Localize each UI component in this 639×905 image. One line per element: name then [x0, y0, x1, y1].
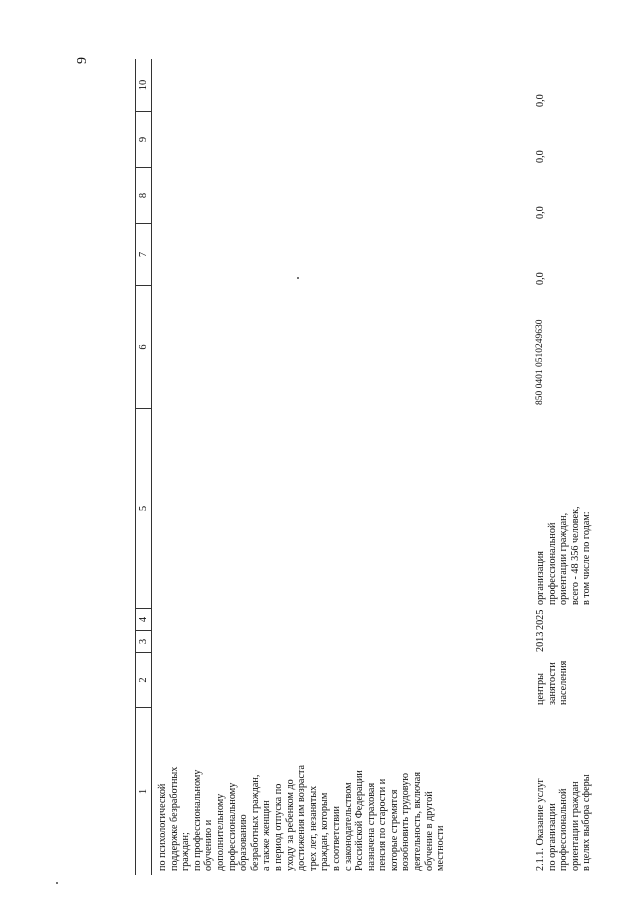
- text-line: профессиональному: [226, 782, 238, 871]
- text-line: дополнительному: [214, 793, 226, 871]
- text-line: местности: [435, 825, 447, 871]
- text-line: достижения им возраста: [296, 764, 308, 871]
- text-line: деятельность, включая: [412, 771, 424, 871]
- row-2-1-1-col4-end-year: 2025: [535, 609, 546, 630]
- text-line: в период отпуска по: [272, 783, 284, 871]
- header-col-7: 7: [136, 223, 151, 285]
- page-number: 9: [75, 57, 90, 64]
- prev-row-col1-text: [157, 709, 447, 871]
- row-2-1-1-col1-text: [535, 709, 593, 871]
- text-line: по организации: [546, 803, 558, 871]
- text-line: всего - 48 356 человек,: [569, 506, 581, 605]
- text-line: центры: [535, 673, 546, 705]
- text-line: граждан, которым: [319, 792, 331, 871]
- row-2-1-1-col9-value: 0,0: [535, 150, 546, 163]
- header-col-10: 10: [138, 79, 149, 91]
- scan-speck: [297, 277, 299, 279]
- text-line: граждан;: [180, 832, 192, 871]
- scan-speck: [56, 882, 58, 884]
- text-line: населения: [558, 660, 570, 705]
- text-line: возобновить трудовую: [400, 773, 412, 871]
- text-line: по психологической: [157, 783, 168, 871]
- header-col-6: 6: [136, 285, 151, 408]
- header-col-4: 4: [136, 608, 151, 630]
- text-line: в том числе по годам:: [581, 511, 593, 605]
- text-line: поддержке безработных: [168, 766, 180, 871]
- row-2-1-1-col10-value: 0,0: [535, 94, 546, 107]
- text-line: назначена страховая: [365, 782, 377, 871]
- rotated-table-page: [135, 59, 635, 875]
- row-2-1-1-col3-start-year: 2013: [535, 631, 546, 652]
- row-2-1-1-col7-value: 0,0: [535, 272, 546, 285]
- text-line: уходу за ребенком до: [284, 779, 296, 871]
- row-2-1-1-col2-text: [535, 653, 570, 705]
- header-col-9: 9: [136, 111, 151, 167]
- text-line: обучению и: [203, 819, 215, 871]
- text-line: которые стремятся: [388, 789, 400, 871]
- text-line: а также женщин: [261, 800, 273, 871]
- text-line: с законодательством: [342, 782, 354, 871]
- text-line: образованию: [238, 814, 250, 871]
- text-line: организация: [535, 551, 546, 605]
- text-line: пенсия по старости и: [377, 778, 389, 871]
- text-line: ориентации граждан: [569, 781, 581, 871]
- header-col-8: 8: [136, 167, 151, 223]
- text-line: трех лет, незанятых: [307, 785, 319, 871]
- text-line: профессиональной: [558, 788, 570, 871]
- text-line: 2.1.1. Оказание услуг: [535, 778, 546, 871]
- text-line: безработных граждан,: [249, 774, 261, 871]
- header-col-5: 5: [136, 408, 151, 608]
- text-line: обучение в другой: [423, 791, 435, 871]
- table-header-row: [135, 59, 152, 875]
- text-line: по профессиональному: [191, 769, 203, 871]
- text-line: профессиональной: [546, 522, 558, 605]
- row-2-1-1-col6-budget-code: 850 0401 0510249630: [535, 319, 545, 405]
- text-line: в целях выбора сферы: [581, 774, 593, 871]
- row-2-1-1-col8-value: 0,0: [535, 206, 546, 219]
- text-line: Российской Федерации: [354, 770, 366, 871]
- text-line: в соответствии: [330, 806, 342, 871]
- text-line: занятости: [546, 662, 558, 705]
- header-col-1: 1: [136, 707, 151, 875]
- row-2-1-1-col5-text: [535, 409, 593, 605]
- header-col-3: 3: [136, 630, 151, 652]
- header-col-2: 2: [136, 652, 151, 707]
- text-line: ориентации граждан,: [558, 512, 570, 605]
